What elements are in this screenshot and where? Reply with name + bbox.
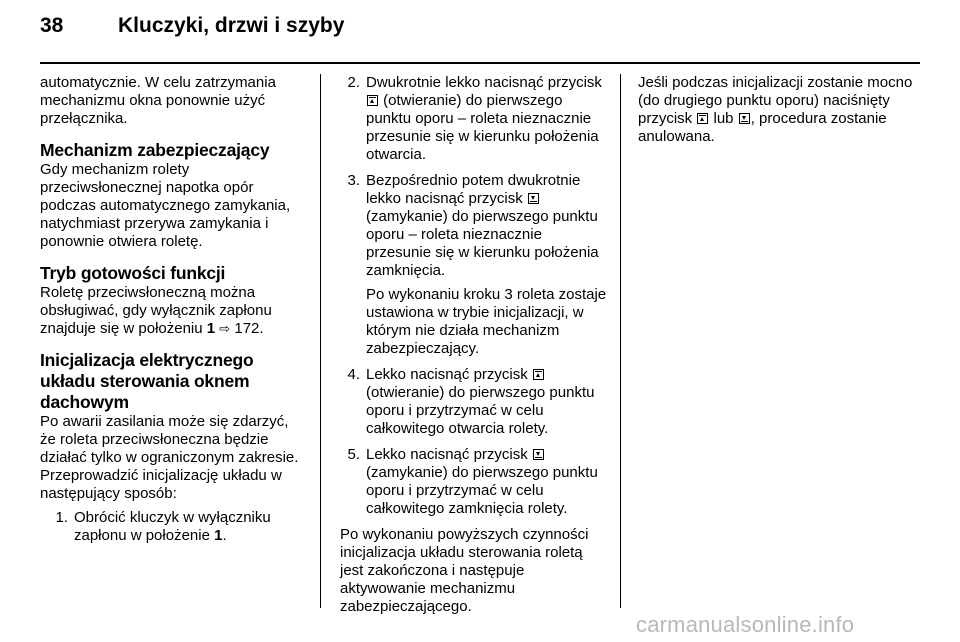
column-divider-2	[620, 74, 621, 608]
paragraph-initialization: Po awarii zasilania może się zdarzyć, że roleta przeciwsłoneczna będzie działać tylko w ograniczonym zakresie. Przeprowadzić inicjalizację układu w następujący sposób:	[40, 413, 299, 502]
paragraph-safety-mechanism: Gdy mechanizm rolety przeciwsłonecznej napotka opór podczas automatycznego zamykania, natychmiast przerywa zamykania i ponownie otwiera roletę.	[40, 161, 291, 250]
page-reference[interactable]: 172.	[230, 320, 264, 337]
heading-standby-mode: Tryb gotowości funkcji	[40, 263, 226, 283]
intro-paragraph: automatycznie. W celu zatrzymania mechanizmu okna ponownie użyć przełącznika.	[40, 74, 276, 127]
page-number: 38	[40, 14, 64, 37]
paragraph-standby-mode: Roletę przeciwsłoneczną można obsługiwać, gdy wyłącznik zapłonu znajduje się w położeniu 1 ⇨ 172.	[40, 284, 272, 337]
list-item: 3. Bezpośrednio potem dwukrotnie lekko nacisnąć przycisk (zamykanie) do pierwszego punktu oporu – roleta nieznacznie przesunie się w kierunku położenia zamknięcia. Po wykonaniu kroku 3 roleta zostaje ustawiona w trybie inicjalizacji, w którym nie działa mechanizm zabezpieczający.	[340, 172, 610, 358]
steps-list-start	[40, 509, 308, 545]
sunblind-open-button-icon	[533, 369, 544, 380]
sunblind-close-button-icon	[533, 449, 544, 460]
page-ref-arrow-icon: ⇨	[219, 321, 231, 336]
list-item: 1. Obrócić kluczyk w wyłączniku zapłonu w położenie 1.	[55, 509, 271, 544]
heading-initialization: Inicjalizacja elektrycznego układu sterowania oknem dachowym	[40, 350, 254, 412]
ignition-position: 1	[206, 320, 216, 337]
sunblind-open-button-icon	[697, 113, 708, 124]
step-note: Po wykonaniu kroku 3 roleta zostaje ustawiona w trybie inicjalizacji, w którym nie działa mechanizm zabezpieczający.	[366, 286, 607, 357]
column-2	[340, 74, 610, 628]
heading-safety-mechanism: Mechanizm zabezpieczający	[40, 140, 270, 160]
outro-paragraph: Po wykonaniu powyższych czynności inicjalizacja układu sterowania roletą jest zakończona i następuje aktywowanie mechanizmu zabezpieczającego.	[340, 526, 589, 615]
sunblind-close-button-icon	[528, 193, 539, 204]
list-item: 2. Dwukrotnie lekko nacisnąć przycisk (otwieranie) do pierwszego punktu oporu – roleta nieznacznie przesunie się w kierunku położenia otwarcia.	[347, 74, 602, 163]
cancel-paragraph: Jeśli podczas inicjalizacji zostanie mocno (do drugiego punktu oporu) naciśnięty przycisk lub , procedura zostanie anulowana.	[638, 74, 913, 145]
column-1	[40, 74, 308, 553]
page-title: Kluczyki, drzwi i szyby	[118, 14, 345, 37]
sunblind-close-button-icon	[739, 113, 750, 124]
list-item: 4. Lekko nacisnąć przycisk (otwieranie) do pierwszego punktu oporu i przytrzymać w celu całkowitego otwarcia rolety.	[347, 366, 595, 437]
list-item: 5. Lekko nacisnąć przycisk (zamykanie) do pierwszego punktu oporu i przytrzymać w celu całkowitego zamknięcia rolety.	[347, 446, 598, 517]
watermark: carmanualsonline.info	[636, 612, 855, 637]
column-3	[638, 74, 920, 158]
header-divider	[40, 62, 920, 64]
sunblind-open-button-icon	[367, 95, 378, 106]
steps-list-continued	[340, 74, 610, 518]
column-divider-1	[320, 74, 321, 608]
